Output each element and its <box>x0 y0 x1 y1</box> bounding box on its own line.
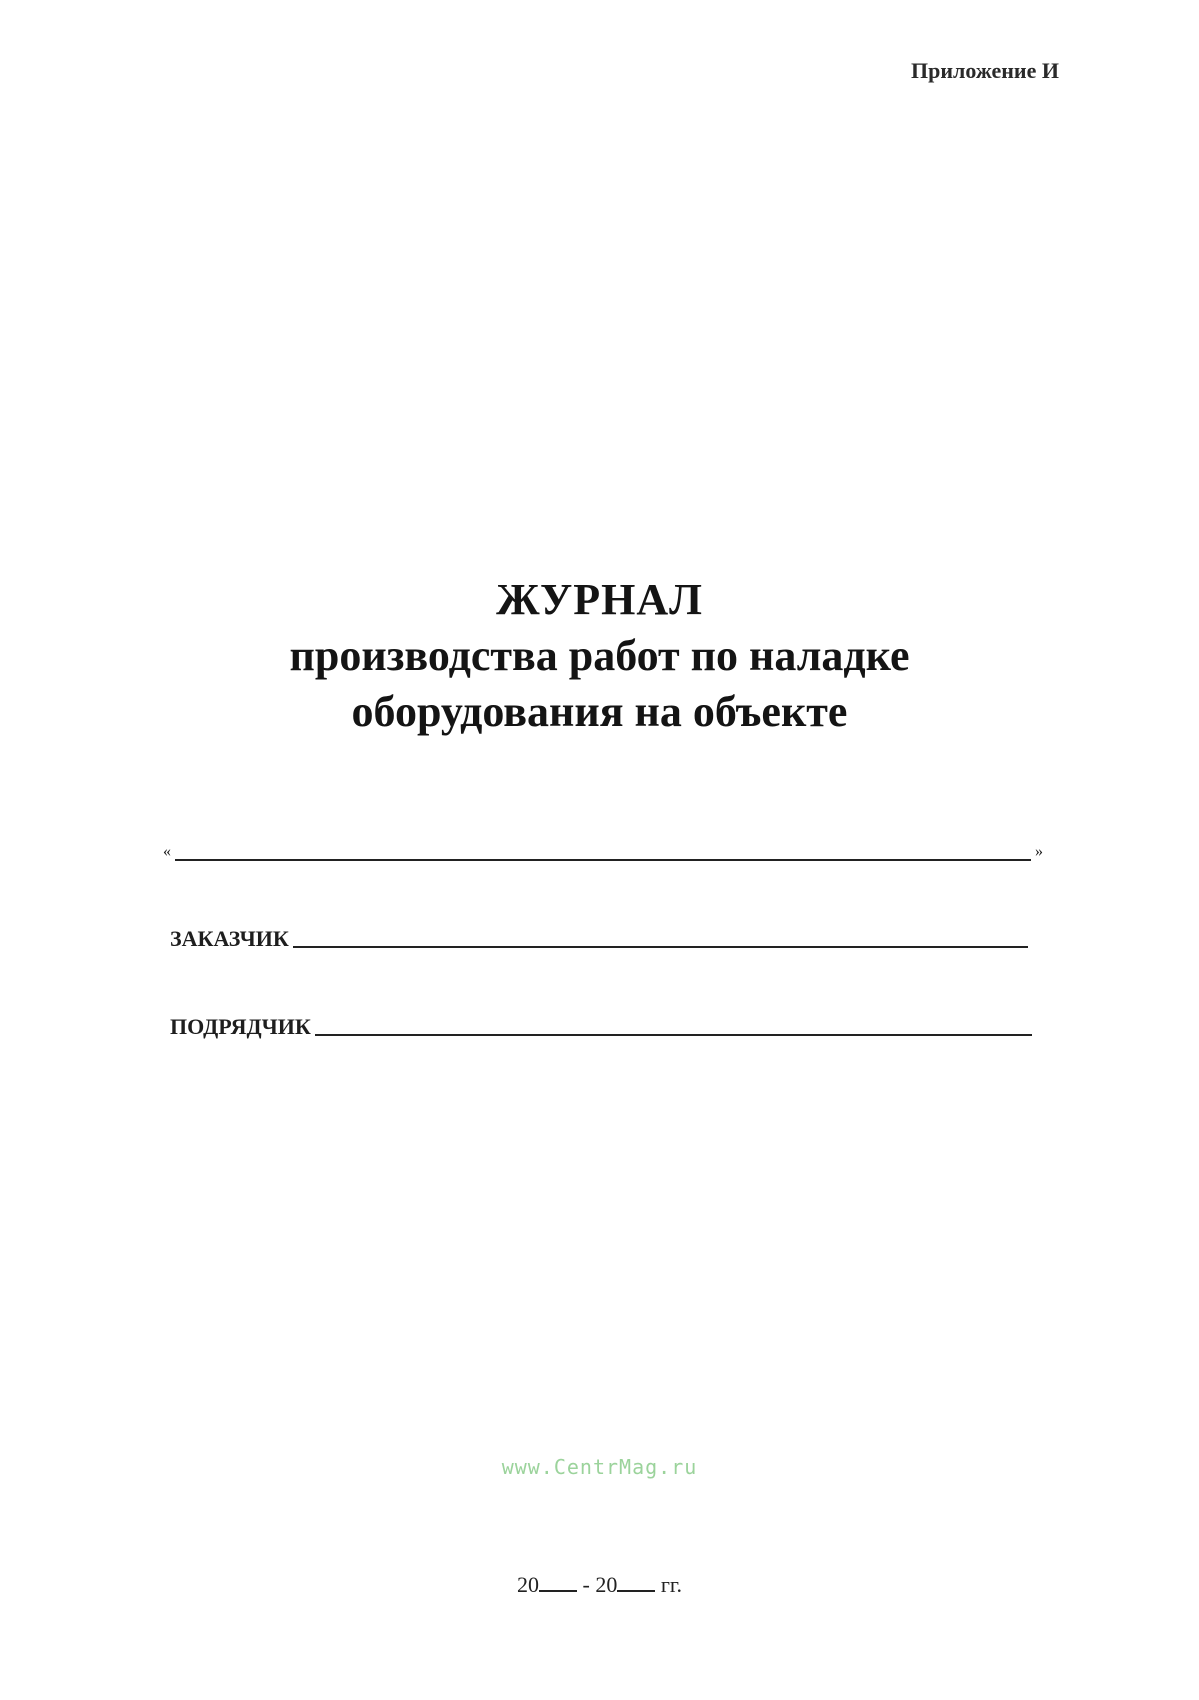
title-line-1: производства работ по наладке <box>289 631 910 680</box>
years-end-blank <box>617 1572 655 1592</box>
title-block <box>0 572 1199 740</box>
contractor-blank-line <box>315 1034 1032 1036</box>
object-name-field <box>163 843 1043 863</box>
object-name-blank-line <box>175 859 1031 861</box>
watermark: www.CentrMag.ru <box>501 1455 698 1479</box>
appendix-label: Приложение И <box>911 58 1059 83</box>
contractor-field <box>170 1010 1032 1040</box>
years-separator: - 20 <box>577 1572 618 1597</box>
years-suffix: гг. <box>655 1572 682 1597</box>
open-quote: « <box>163 843 171 860</box>
contractor-label: ПОДРЯДЧИК <box>170 1014 311 1039</box>
customer-blank-line <box>293 946 1028 948</box>
title-main: ЖУРНАЛ <box>496 575 703 624</box>
years-start-blank <box>539 1572 577 1592</box>
customer-label: ЗАКАЗЧИК <box>170 926 289 951</box>
years-field <box>0 1572 1199 1598</box>
customer-field <box>170 922 1028 952</box>
title-line-2: оборудования на объекте <box>351 687 848 736</box>
close-quote: » <box>1035 843 1043 860</box>
years-start-prefix: 20 <box>517 1572 540 1597</box>
